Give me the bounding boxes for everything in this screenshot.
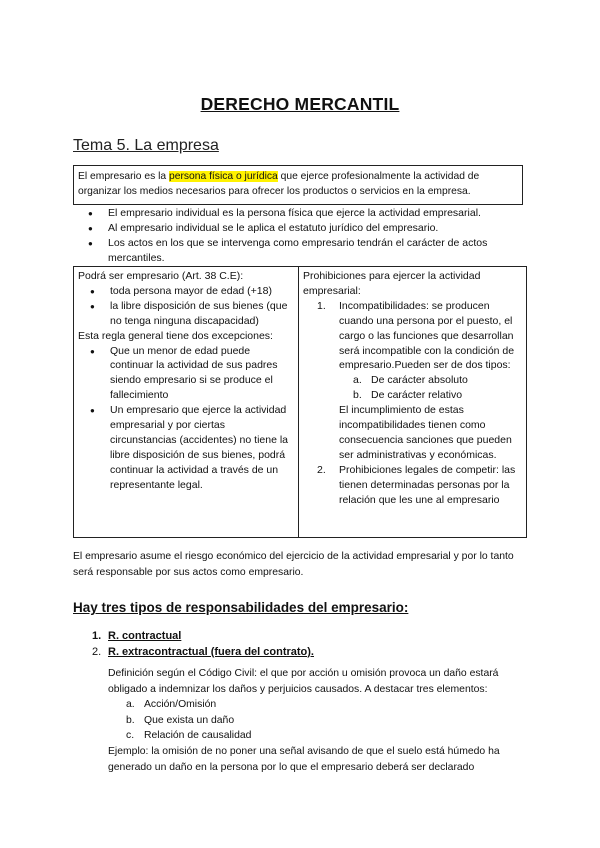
competition-prohibition-text: Prohibiciones legales de competir: las tienen determinadas personas por la relación que les une al empresario bbox=[339, 463, 516, 506]
list-item bbox=[353, 388, 522, 403]
requirements-list bbox=[78, 284, 294, 329]
list-item: ● Que un menor de edad puede continuar la actividad de sus padres siendo empresario si se produce el fallecimiento bbox=[90, 344, 294, 404]
exceptions-intro: Esta regla general tiene dos excepciones: bbox=[78, 329, 273, 342]
civil-code-definition bbox=[108, 666, 533, 775]
list-letter: b. bbox=[126, 714, 135, 726]
element-text: Acción/Omisión bbox=[144, 699, 217, 711]
list-item bbox=[126, 713, 533, 729]
list-number: 1. bbox=[317, 299, 326, 312]
table-cell-left bbox=[74, 267, 299, 537]
table-cell-right bbox=[299, 267, 526, 537]
responsibility-label: R. extracontractual (fuera del contrato). bbox=[108, 645, 314, 658]
list-number: 2. bbox=[317, 463, 326, 476]
list-item bbox=[92, 629, 532, 645]
list-letter: b. bbox=[353, 389, 362, 402]
incompatibilities-consequence: El incumplimiento de estas incompatibilidades tienen como consecuencia sanciones que pueden ser administrativas y económicas. bbox=[339, 404, 512, 461]
bullet-list bbox=[88, 206, 528, 266]
list-letter: a. bbox=[126, 699, 135, 711]
types-sublist bbox=[339, 373, 522, 403]
exceptions-list bbox=[78, 344, 294, 493]
list-letter: a. bbox=[353, 374, 362, 387]
two-column-table bbox=[73, 266, 527, 538]
document-title: DERECHO MERCANTIL bbox=[200, 94, 400, 114]
highlighted-term: persona física o jurídica bbox=[169, 171, 278, 182]
list-item: ● la libre disposición de sus bienes (que no tenga ninguna discapacidad) bbox=[90, 299, 294, 329]
list-item bbox=[317, 463, 522, 508]
sublist-text: De carácter absoluto bbox=[371, 374, 468, 387]
element-text: Que exista un daño bbox=[144, 714, 235, 726]
list-item: ● Al empresario individual se le aplica el estatuto jurídico del empresario. bbox=[88, 221, 528, 236]
incompatibilities-text: Incompatibilidades: se producen cuando una persona por el puesto, el cargo o las funciones que desarrollan será incompatible con la condición de empresario.Pueden ser de dos tipos: bbox=[339, 299, 515, 372]
list-item bbox=[126, 728, 533, 744]
responsibilities-heading: Hay tres tipos de responsabilidades del empresario: bbox=[73, 600, 409, 615]
right-heading: Prohibiciones para ejercer la actividad empresarial: bbox=[303, 270, 481, 297]
sublist-text: De carácter relativo bbox=[371, 389, 463, 402]
responsibilities-list bbox=[92, 629, 532, 660]
list-item bbox=[126, 697, 533, 713]
element-text: Relación de causalidad bbox=[144, 730, 252, 742]
prohibitions-list bbox=[303, 299, 522, 508]
list-item: ● toda persona mayor de edad (+18) bbox=[90, 284, 294, 299]
example-paragraph: Ejemplo: la omisión de no poner una señal avisando de que el suelo está húmedo ha generado un daño en la persona por lo que el empresario deberá ser declarado bbox=[108, 746, 500, 773]
list-item bbox=[92, 645, 532, 661]
definition-text-post: que ejerce profesionalmente la actividad de organizar los medios necesarios para ofrecer los productos o servicios en la empresa. bbox=[78, 171, 480, 198]
definition-paragraph: Definición según el Código Civil: el que por acción u omisión provoca un daño estará obligado a indemnizar los daños y perjuicios causados. A destacar tres elementos: bbox=[108, 668, 499, 695]
list-item bbox=[353, 373, 522, 388]
list-number: 2. bbox=[92, 645, 102, 658]
left-heading: Podrá ser empresario (Art. 38 C.E): bbox=[78, 270, 244, 282]
elements-list bbox=[108, 697, 533, 744]
risk-paragraph: El empresario asume el riesgo económico del ejercicio de la actividad empresarial y por lo tanto será responsable por sus actos como empresario. bbox=[73, 551, 514, 578]
list-item: ● Los actos en los que se intervenga como empresario tendrán el carácter de actos mercantiles. bbox=[88, 236, 528, 266]
list-item: ● Un empresario que ejerce la actividad empresarial y por ciertas circunstancias (accidentes) no tiene la libre disposición de sus bienes, podrá continuar la actividad a través de un representante legal. bbox=[90, 403, 294, 492]
list-item bbox=[317, 299, 522, 463]
definition-text-pre: El empresario es la bbox=[78, 171, 169, 182]
list-number: 1. bbox=[92, 630, 102, 642]
definition-box bbox=[73, 165, 523, 205]
section-title: Tema 5. La empresa bbox=[73, 137, 219, 154]
list-letter: c. bbox=[126, 730, 135, 742]
list-item: ● El empresario individual es la persona física que ejerce la actividad empresarial. bbox=[88, 206, 528, 221]
responsibility-label: R. contractual bbox=[108, 630, 182, 642]
